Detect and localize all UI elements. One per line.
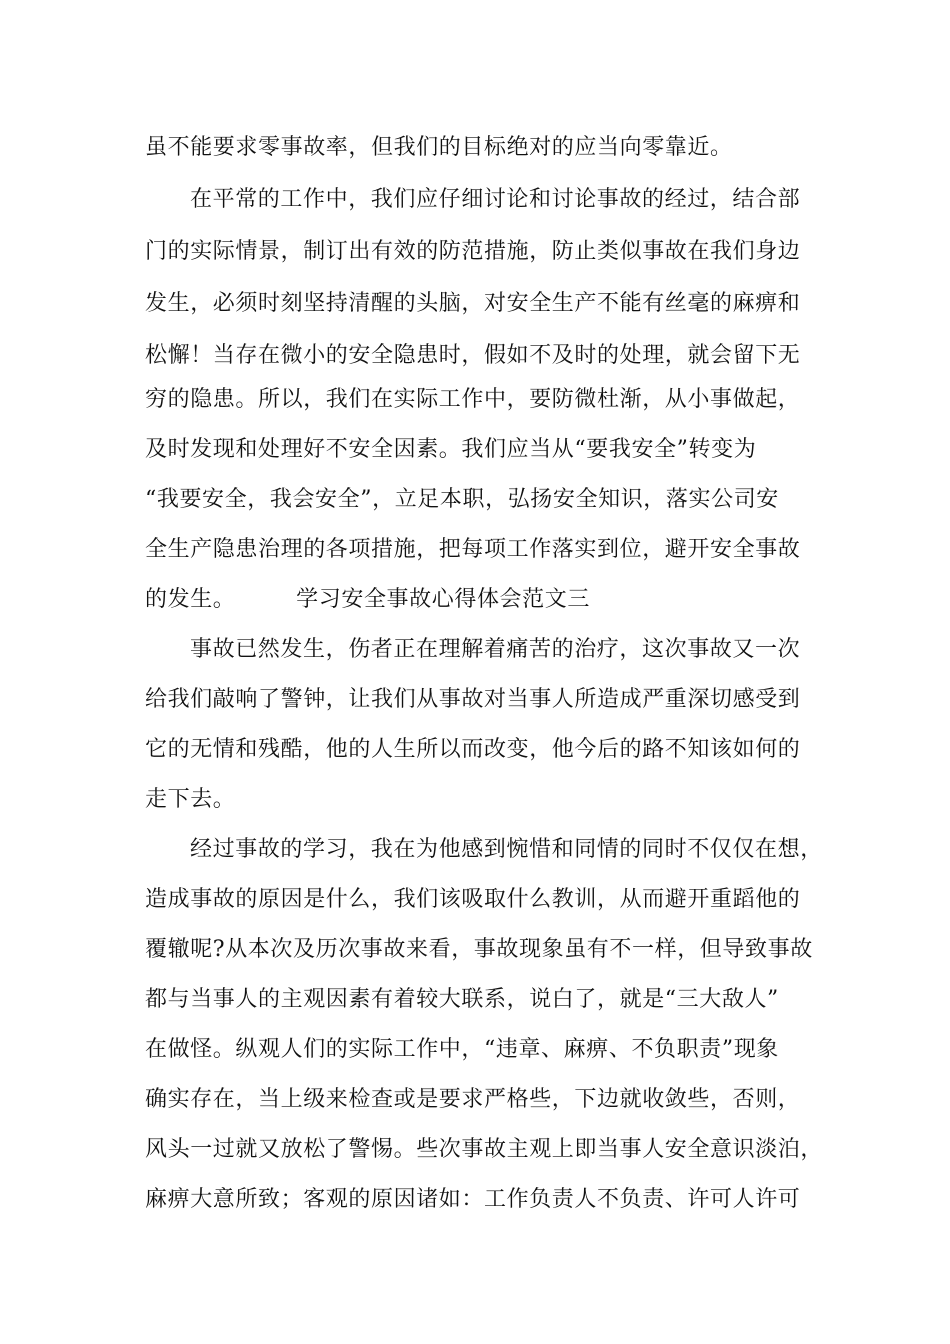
text-line: 覆辙呢?从本次及历次事故来看，事故现象虽有不一样，但导致事故 xyxy=(145,937,813,962)
text-line: 在做怪。纵观人们的实际工作中，“违章、麻痹、不负职责”现象 xyxy=(145,1037,779,1062)
text-line: “我要安全，我会安全”，立足本职，弘扬安全知识，落实公司安 xyxy=(145,487,779,512)
text-line: 事故已然发生，伤者正在理解着痛苦的治疗，这次事故又一次 xyxy=(190,637,801,662)
text-line: 虽不能要求零事故率，但我们的目标绝对的应当向零靠近。 xyxy=(145,135,733,160)
text-line: 经过事故的学习，我在为他感到惋惜和同情的同时不仅仅在想， xyxy=(190,837,823,862)
text-line: 松懈！当存在微小的安全隐患时，假如不及时的处理，就会留下无 xyxy=(145,343,801,368)
text-line: 及时发现和处理好不安全因素。我们应当从“要我安全”转变为 xyxy=(145,437,757,462)
text-line: 全生产隐患治理的各项措施，把每项工作落实到位，避开安全事故 xyxy=(145,537,801,562)
text-line: 穷的隐患。所以，我们在实际工作中，要防微杜渐，从小事做起， xyxy=(145,387,801,412)
text-line: 发生，必须时刻坚持清醒的头脑，对安全生产不能有丝毫的麻痹和 xyxy=(145,291,801,316)
text-line: 在平常的工作中，我们应仔细讨论和讨论事故的经过，结合部 xyxy=(190,187,801,212)
text-line: 给我们敲响了警钟，让我们从事故对当事人所造成严重深切感受到 xyxy=(145,687,801,712)
text-line: 确实存在，当上级来检查或是要求严格些，下边就收敛些，否则， xyxy=(145,1087,801,1112)
text-line: 它的无情和残酷，他的人生所以而改变，他今后的路不知该如何的 xyxy=(145,737,801,762)
text-line: 走下去。 xyxy=(145,787,236,812)
text-line: 造成事故的原因是什么，我们该吸取什么教训，从而避开重蹈他的 xyxy=(145,887,801,912)
text-line: 门的实际情景，制订出有效的防范措施，防止类似事故在我们身边 xyxy=(145,239,801,264)
text-line: 风头一过就又放松了警惕。些次事故主观上即当事人安全意识淡泊， xyxy=(145,1137,824,1162)
text-line: 麻痹大意所致；客观的原因诸如：工作负责人不负责、许可人许可 xyxy=(145,1187,801,1212)
text-line: 都与当事人的主观因素有着较大联系，说白了，就是“三大敌人” xyxy=(145,987,779,1012)
text-line-with-heading: 的发生。 学习安全事故心得体会范文三 xyxy=(145,587,590,612)
